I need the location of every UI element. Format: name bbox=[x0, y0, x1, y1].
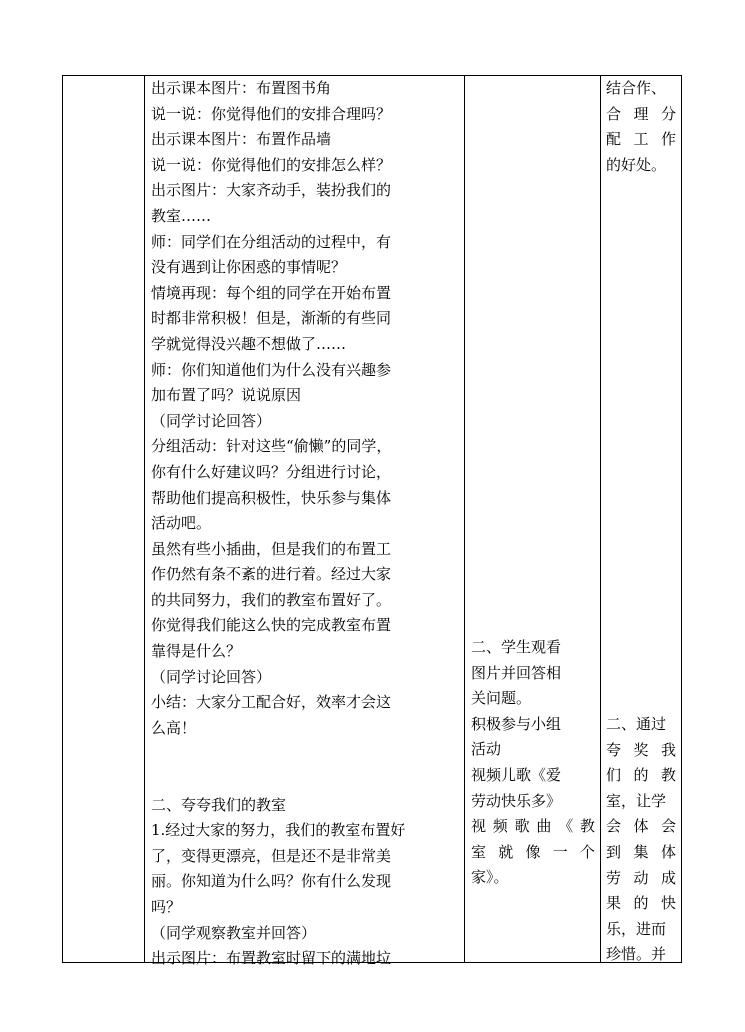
text-line: 活动 bbox=[471, 740, 502, 759]
text-line: 的好处。 bbox=[606, 155, 667, 174]
text-line: 结合作、 bbox=[606, 79, 667, 97]
text-line: 师：你们知道他们为什么没有兴趣参 bbox=[151, 360, 392, 379]
text-line: （同学讨论回答） bbox=[151, 667, 272, 686]
text-line: 师：同学们在分组活动的过程中，有 bbox=[151, 232, 392, 251]
text-line: 出示课本图片：布置图书角 bbox=[151, 79, 332, 97]
text-line: 没有遇到让你困惑的事情呢？ bbox=[151, 258, 347, 277]
text-line: 积极参与小组 bbox=[471, 714, 562, 733]
column-divider-2 bbox=[464, 75, 465, 963]
text-line: 出示图片：布置教室时留下的满地垃 bbox=[151, 949, 392, 968]
teacher-activity-cell bbox=[151, 76, 457, 972]
text-line: 教室…… bbox=[151, 206, 212, 225]
text-line: 视频歌曲《教 bbox=[471, 817, 595, 836]
text-line: 靠得是什么？ bbox=[151, 642, 242, 661]
text-line bbox=[151, 767, 457, 793]
text-line: 室，让学 bbox=[606, 791, 667, 810]
text-line: 视频儿歌《爱 bbox=[471, 765, 562, 784]
text-line: 了，变得更漂亮，但是还不是非常美 bbox=[151, 846, 392, 865]
table-border-right bbox=[681, 75, 682, 963]
text-line: 劳动快乐多》 bbox=[471, 791, 562, 810]
text-line bbox=[151, 741, 457, 767]
text-line: 情境再现：每个组的同学在开始布置 bbox=[151, 283, 392, 302]
text-line: 时都非常积极！但是，渐渐的有些同 bbox=[151, 309, 392, 328]
text-line: 你有什么好建议吗？分组进行讨论， bbox=[151, 462, 392, 481]
text-line: 图片并回答相 bbox=[471, 663, 562, 682]
text-line: 家》。 bbox=[471, 868, 509, 887]
text-line: 帮助他们提高积极性，快乐参与集体 bbox=[151, 488, 392, 507]
column-divider-1 bbox=[144, 75, 145, 963]
text-line: 乐，进而 bbox=[606, 919, 667, 938]
text-line: 出示图片：大家齐动手，装扮我们的 bbox=[151, 181, 392, 200]
text-line: 活动吧。 bbox=[151, 514, 212, 533]
text-line: 你觉得我们能这么快的完成教室布置 bbox=[151, 616, 392, 635]
text-line: 配工作 bbox=[606, 130, 676, 149]
column-divider-3 bbox=[600, 75, 601, 963]
text-line: （同学讨论回答） bbox=[151, 411, 272, 430]
text-line: 小结：大家分工配合好，效率才会这 bbox=[151, 693, 392, 712]
text-line: 到集体 bbox=[606, 842, 676, 861]
text-line: 的共同努力，我们的教室布置好了。 bbox=[151, 590, 392, 609]
student-activity-cell bbox=[471, 635, 595, 891]
text-line: 二、学生观看 bbox=[471, 638, 562, 656]
text-line: 室就像一个 bbox=[471, 842, 595, 861]
design-intent-cell-top bbox=[606, 76, 676, 178]
text-line: 吗？ bbox=[151, 898, 182, 916]
text-line: 们的教 bbox=[606, 766, 676, 785]
text-line: 二、通过 bbox=[606, 715, 667, 733]
text-line: 作仍然有条不紊的进行着。经过大家 bbox=[151, 565, 392, 584]
text-line: 合理分 bbox=[606, 104, 676, 123]
text-line: 夸奖我 bbox=[606, 740, 676, 759]
section-heading: 二、夸夸我们的教室 bbox=[151, 795, 287, 814]
text-line: 珍惜。并 bbox=[606, 945, 667, 964]
text-line: 会体会 bbox=[606, 817, 676, 836]
text-line: 说一说：你觉得他们的安排合理吗？ bbox=[151, 104, 392, 123]
text-line: 丽。你知道为什么吗？你有什么发现 bbox=[151, 872, 392, 891]
text-line: 说一说：你觉得他们的安排怎么样？ bbox=[151, 155, 392, 174]
table-border-left bbox=[62, 75, 63, 963]
text-line: 关问题。 bbox=[471, 689, 532, 708]
text-line: 分组活动：针对这些“偷懒”的同学， bbox=[151, 437, 392, 456]
text-line: 1.经过大家的努力，我们的教室布置好 bbox=[151, 821, 406, 840]
text-line: 出示课本图片：布置作品墙 bbox=[151, 130, 332, 149]
text-line: 劳动成 bbox=[606, 868, 676, 887]
text-line: 么高！ bbox=[151, 718, 197, 737]
design-intent-cell-bottom bbox=[606, 712, 676, 968]
text-line: 果的快 bbox=[606, 894, 676, 913]
text-line: 学就觉得没兴趣不想做了…… bbox=[151, 334, 347, 353]
text-line: 加布置了吗？说说原因 bbox=[151, 386, 302, 405]
text-line: （同学观察教室并回答） bbox=[151, 923, 317, 942]
text-line: 虽然有些小插曲，但是我们的布置工 bbox=[151, 539, 392, 558]
